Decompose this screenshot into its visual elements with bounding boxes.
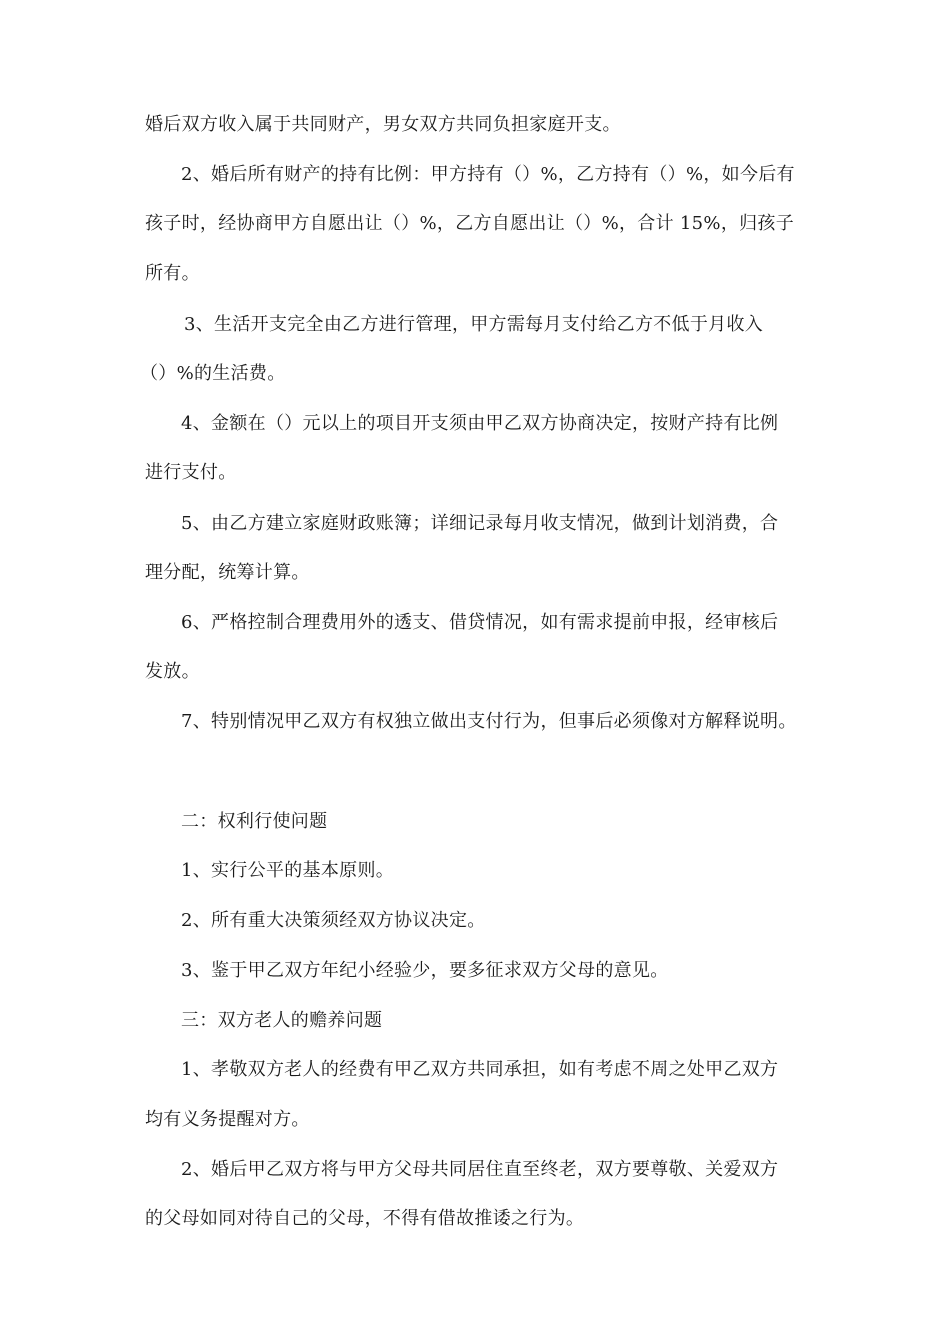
paragraph-line: 孩子时，经协商甲方自愿出让（）%，乙方自愿出让（）%，合计 15%，归孩子	[145, 213, 795, 234]
paragraph-line: 发放。	[145, 661, 200, 682]
paragraph-line: 7、特别情况甲乙双方有权独立做出支付行为，但事后必须像对方解释说明。	[181, 711, 797, 732]
section-heading: 二：权利行使问题	[181, 811, 328, 832]
paragraph-line: 婚后双方收入属于共同财产，男女双方共同负担家庭开支。	[145, 114, 621, 135]
paragraph-line: 1、孝敬双方老人的经费有甲乙双方共同承担，如有考虑不周之处甲乙双方	[181, 1059, 779, 1080]
paragraph-line: 的父母如同对待自己的父母，不得有借故推诿之行为。	[145, 1208, 585, 1229]
paragraph-line: 均有义务提醒对方。	[145, 1109, 310, 1130]
paragraph-line: 1、实行公平的基本原则。	[181, 860, 395, 881]
paragraph-line: 3、生活开支完全由乙方进行管理，甲方需每月支付给乙方不低于月收入	[184, 314, 764, 335]
paragraph-line: （）%的生活费。	[140, 363, 286, 384]
paragraph-line: 2、婚后所有财产的持有比例：甲方持有（）%，乙方持有（）%，如今后有	[181, 164, 795, 185]
paragraph-line: 2、所有重大决策须经双方协议决定。	[181, 910, 486, 931]
paragraph-line: 理分配，统筹计算。	[145, 562, 310, 583]
paragraph-line: 6、严格控制合理费用外的透支、借贷情况，如有需求提前申报，经审核后	[181, 612, 779, 633]
paragraph-line: 2、婚后甲乙双方将与甲方父母共同居住直至终老，双方要尊敬、关爱双方	[181, 1159, 779, 1180]
paragraph-line: 进行支付。	[145, 462, 237, 483]
section-heading: 三：双方老人的赡养问题	[181, 1010, 383, 1031]
paragraph-line: 所有。	[145, 263, 200, 284]
paragraph-line: 5、由乙方建立家庭财政账簿；详细记录每月收支情况，做到计划消费，合	[181, 513, 779, 534]
paragraph-line: 4、金额在（）元以上的项目开支须由甲乙双方协商决定，按财产持有比例	[181, 413, 779, 434]
paragraph-line: 3、鉴于甲乙双方年纪小经验少，要多征求双方父母的意见。	[181, 960, 669, 981]
